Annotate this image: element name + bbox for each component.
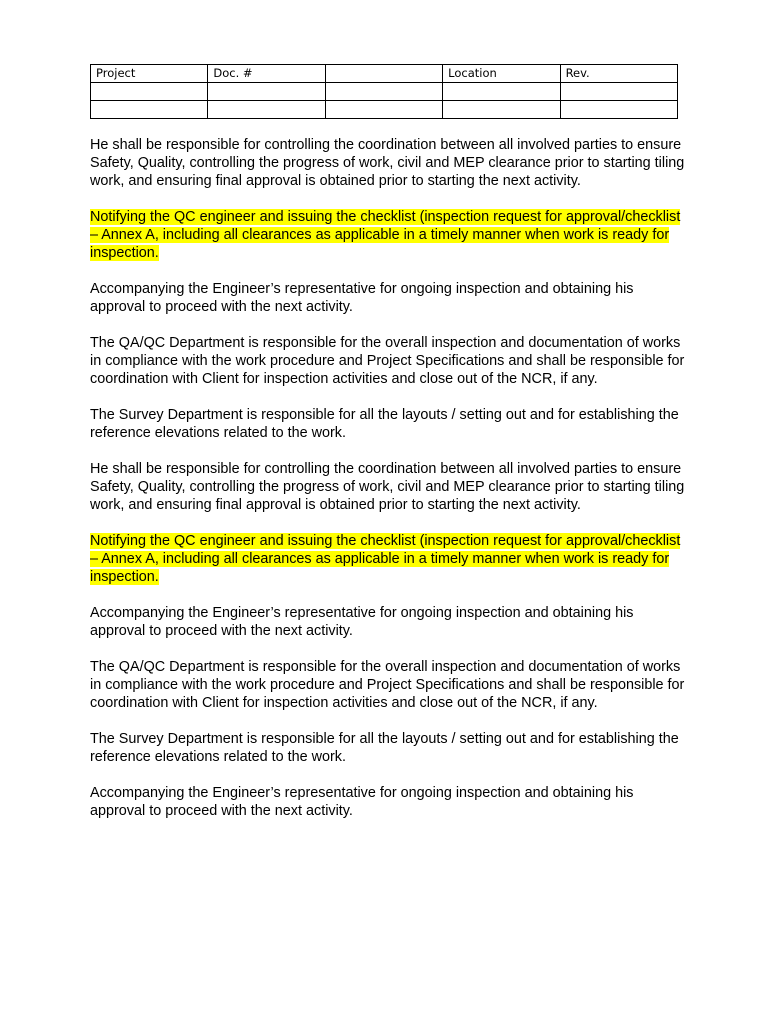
- project-value-cell: [91, 101, 208, 119]
- doc-number-label-cell: Doc. #: [208, 65, 325, 83]
- document-header-table: [90, 64, 678, 119]
- revision-label-cell: Rev.: [560, 65, 677, 83]
- location-label-cell: Location: [443, 65, 560, 83]
- paragraph-accompany-engineer: [90, 604, 690, 640]
- highlighted-paragraph-text: Notifying the QC engineer and issuing the checklist (inspection request for approval/checklist – Annex A, including all clearances as applicable in a timely manner when work is ready for inspection.: [90, 533, 681, 585]
- paragraph-text: Accompanying the Engineer’s representative for ongoing inspection and obtaining his approval to proceed with the next activity.: [90, 605, 634, 639]
- project-value-cell: [91, 83, 208, 101]
- paragraph-qaqc-department: [90, 658, 690, 712]
- paragraph-survey-department: [90, 730, 690, 766]
- highlighted-paragraph-text: Notifying the QC engineer and issuing the checklist (inspection request for approval/checklist – Annex A, including all clearances as applicable in a timely manner when work is ready for inspection.: [90, 209, 681, 261]
- doc-number-value-cell: [208, 101, 325, 119]
- document-body: [90, 136, 690, 838]
- revision-value-cell: [560, 101, 677, 119]
- header-value-row: [91, 83, 678, 101]
- paragraph-text: He shall be responsible for controlling the coordination between all involved parties to ensure Safety, Quality, controlling the progress of work, civil and MEP clearance prior to starting tiling work, and ensuring final approval is obtained prior to starting the next activity.: [90, 461, 685, 513]
- blank-value-cell: [325, 83, 442, 101]
- project-label-cell: Project: [91, 65, 208, 83]
- doc-number-value-cell: [208, 83, 325, 101]
- blank-value-cell: [325, 101, 442, 119]
- blank-label-cell: [325, 65, 442, 83]
- paragraph-accompany-engineer: [90, 280, 690, 316]
- paragraph-text: Accompanying the Engineer’s representative for ongoing inspection and obtaining his approval to proceed with the next activity.: [90, 785, 634, 819]
- revision-value-cell: [560, 83, 677, 101]
- paragraph-text: The Survey Department is responsible for all the layouts / setting out and for establishing the reference elevations related to the work.: [90, 731, 679, 765]
- paragraph-text: The QA/QC Department is responsible for the overall inspection and documentation of works in compliance with the work procedure and Project Specifications and shall be responsible for coordination with Client for inspection activities and close out of the NCR, if any.: [90, 659, 685, 711]
- paragraph-notify-qc-engineer: [90, 208, 690, 262]
- paragraph-text: The QA/QC Department is responsible for the overall inspection and documentation of works in compliance with the work procedure and Project Specifications and shall be responsible for coordination with Client for inspection activities and close out of the NCR, if any.: [90, 335, 685, 387]
- paragraph-notify-qc-engineer: [90, 532, 690, 586]
- header-value-row: [91, 101, 678, 119]
- paragraph-text: Accompanying the Engineer’s representative for ongoing inspection and obtaining his approval to proceed with the next activity.: [90, 281, 634, 315]
- paragraph-site-engineer-responsibility: [90, 136, 690, 190]
- location-value-cell: [443, 101, 560, 119]
- location-value-cell: [443, 83, 560, 101]
- paragraph-accompany-engineer: [90, 784, 690, 820]
- header-label-row: [91, 65, 678, 83]
- paragraph-qaqc-department: [90, 334, 690, 388]
- paragraph-text: He shall be responsible for controlling the coordination between all involved parties to ensure Safety, Quality, controlling the progress of work, civil and MEP clearance prior to starting tiling work, and ensuring final approval is obtained prior to starting the next activity.: [90, 137, 685, 189]
- paragraph-survey-department: [90, 406, 690, 442]
- paragraph-site-engineer-responsibility: [90, 460, 690, 514]
- paragraph-text: The Survey Department is responsible for all the layouts / setting out and for establishing the reference elevations related to the work.: [90, 407, 679, 441]
